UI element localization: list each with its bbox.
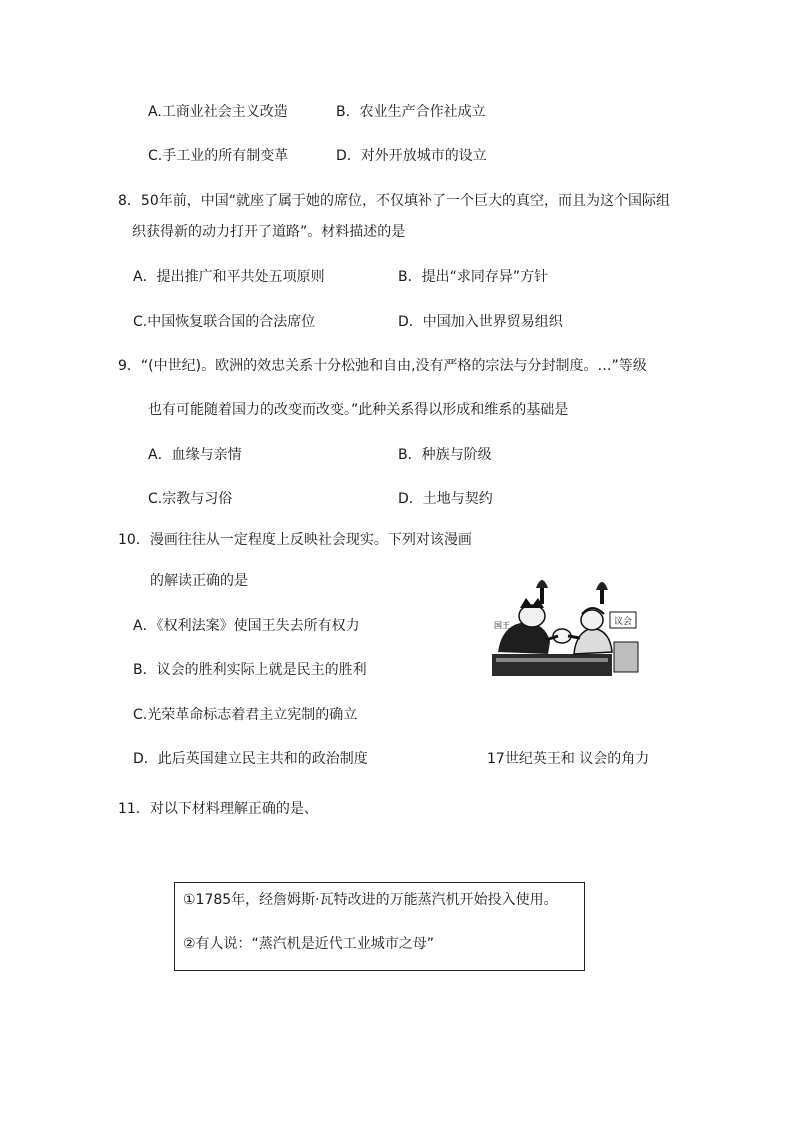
q8-stem-line2: 织获得新的动力打开了道路”。材料描述的是: [132, 224, 406, 240]
q7-option-b: B．农业生产合作社成立: [336, 104, 486, 120]
torch-icon: [600, 590, 604, 604]
q9-option-c: C.宗教与习俗: [148, 491, 233, 507]
q8-stem-line1: 8．50年前，中国“就座了属于她的席位，不仅填补了一个巨大的真空，而且为这个国际组: [118, 193, 670, 209]
q11-stem: 11．对以下材料理解正确的是、: [118, 801, 318, 817]
q7-option-a: A.工商业社会主义改造: [148, 104, 288, 120]
cartoon-label-king: 国王: [494, 621, 510, 630]
cartoon-drawing: [488, 572, 644, 678]
torch-icon: [540, 588, 544, 604]
cartoon-label-parliament: 议会: [614, 617, 633, 627]
q8-option-a: A．提出推广和平共处五项原则: [133, 269, 325, 285]
cartoon-table: [492, 654, 612, 676]
q8-option-d: D．中国加入世界贸易组织: [398, 314, 563, 330]
q10-stem-line2: 的解读正确的是: [150, 573, 248, 589]
q8-option-b: B．提出“求同存异”方针: [398, 269, 549, 285]
q10-option-d: D．此后英国建立民主共和的政治制度: [133, 751, 368, 767]
q10-stem-line1: 10．漫画往往从一定程度上反映社会现实。下列对该漫画: [118, 532, 472, 548]
q9-stem-line1: 9．“(中世纪)。欧洲的效忠关系十分松弛和自由,没有严格的宗法与分封制度。…”等级: [118, 358, 647, 374]
q9-option-d: D．土地与契约: [398, 491, 493, 507]
q9-option-b: B．种族与阶级: [398, 447, 492, 463]
q10-option-c: C.光荣革命标志着君主立宪制的确立: [133, 707, 358, 723]
q7-option-c: C.手工业的所有制变革: [148, 148, 289, 164]
q9-option-a: A．血缘与亲情: [148, 447, 242, 463]
q11-material-box: [174, 882, 585, 971]
q7-option-d: D．对外开放城市的设立: [336, 148, 487, 164]
q10-cartoon-caption: 17世纪英王和 议会的角力: [487, 751, 650, 767]
parliament-figure: [574, 628, 612, 654]
q11-material-1: ①1785年，经詹姆斯·瓦特改进的万能蒸汽机开始投入使用。: [183, 892, 558, 908]
q10-option-a: A．《权利法案》使国王失去所有权力: [133, 618, 360, 634]
q11-material-2: ②有人说：“蒸汽机是近代工业城市之母”: [183, 936, 435, 952]
cartoon-illustration: [488, 572, 644, 678]
q8-option-c: C.中国恢复联合国的合法席位: [133, 314, 316, 330]
q10-option-b: B．议会的胜利实际上就是民主的胜利: [133, 662, 367, 678]
q9-stem-line2: 也有可能随着国力的改变而改变。”此种关系得以形成和维系的基础是: [148, 402, 569, 418]
